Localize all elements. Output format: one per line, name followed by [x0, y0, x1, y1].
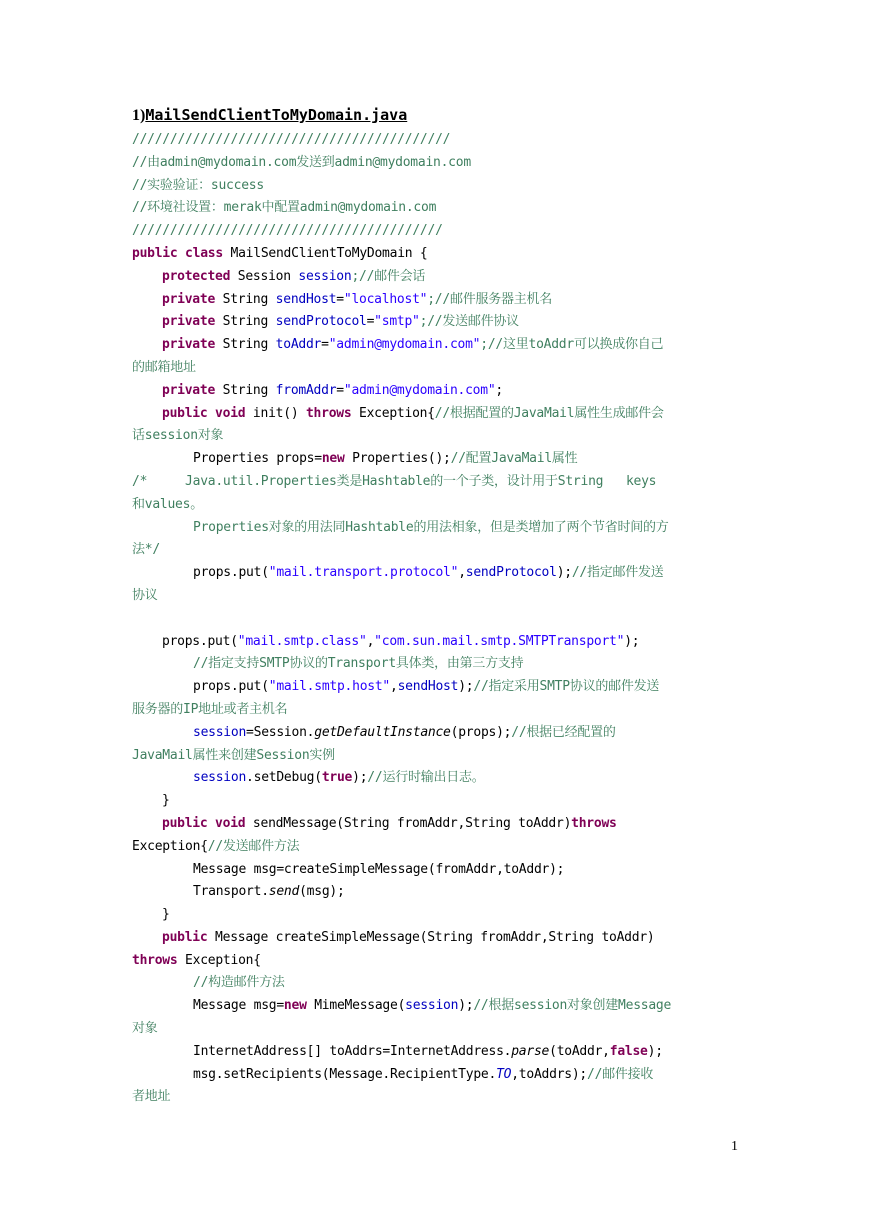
- keyword: private: [162, 382, 216, 398]
- code-text: String: [215, 337, 276, 353]
- comment: //配置JavaMail属性: [450, 451, 578, 467]
- comment-line: //////////////////////////////////////////: [132, 132, 451, 147]
- code-text: .setDebug(: [246, 770, 322, 786]
- code-text: =: [321, 337, 329, 353]
- keyword: false: [609, 1043, 648, 1059]
- code-text: );: [647, 1043, 663, 1059]
- code-text: (toAddr,: [549, 1043, 610, 1059]
- code-line: [132, 881, 742, 904]
- comment-line: //环境社设置：merak中配置admin@mydomain.com: [132, 200, 437, 216]
- comment-wrap: 服务器的IP地址或者主机名: [132, 701, 288, 717]
- static-method: send: [268, 884, 300, 900]
- code-text: Transport.: [193, 884, 269, 900]
- code-line: [132, 722, 742, 745]
- code-text: String: [215, 382, 276, 398]
- comment: //运行时输出日志。: [367, 770, 485, 786]
- code-text: props.put(: [193, 679, 269, 695]
- comment: //根据配置的JavaMail属性生成邮件会: [434, 405, 664, 421]
- comment-line: 和values。: [132, 496, 203, 512]
- field-name: session: [405, 998, 459, 1014]
- code-text: );: [352, 770, 368, 786]
- code-text: init(): [245, 405, 306, 421]
- code-line: [132, 995, 742, 1018]
- string-literal: "mail.smtp.host": [268, 679, 391, 695]
- code-line: [132, 676, 742, 699]
- code-line: [132, 1064, 742, 1087]
- comment-wrap: 的邮箱地址: [132, 359, 196, 375]
- section-heading: [132, 104, 742, 127]
- comment-line: //指定支持SMTP协议的Transport具体类，由第三方支持: [193, 656, 524, 672]
- keyword: class: [185, 245, 223, 261]
- comment-wrap: 协议: [132, 587, 158, 603]
- code-line: [132, 380, 742, 403]
- keyword: void: [215, 815, 246, 831]
- code-line: }: [162, 907, 170, 923]
- comment-wrap: 者地址: [132, 1089, 171, 1105]
- comment: ;//邮件服务器主机名: [427, 291, 552, 307]
- keyword: protected: [162, 268, 231, 284]
- code-line: [132, 1041, 742, 1064]
- field-name: sendHost: [397, 679, 459, 695]
- code-text: msg.setRecipients(Message.RecipientType.: [193, 1066, 497, 1082]
- code-text: );: [624, 633, 640, 649]
- comment: ;//这里toAddr可以换成你自己: [480, 337, 664, 353]
- comment: //指定采用SMTP协议的邮件发送: [473, 679, 660, 695]
- keyword: public: [162, 405, 208, 421]
- code-line: [132, 311, 742, 334]
- comment: ;//邮件会话: [351, 268, 426, 284]
- keyword: throws: [132, 952, 178, 968]
- code-line: [132, 562, 742, 585]
- code-text: ,: [458, 565, 466, 581]
- string-literal: "com.sun.mail.smtp.SMTPTransport": [374, 633, 625, 649]
- keyword: public: [162, 815, 208, 831]
- field-name: session: [298, 268, 352, 284]
- code-line: [132, 334, 742, 357]
- code-line: [132, 266, 742, 289]
- string-literal: "smtp": [374, 314, 420, 330]
- code-text: ;: [495, 382, 503, 398]
- string-literal: "mail.smtp.class": [237, 633, 367, 649]
- keyword: void: [215, 405, 246, 421]
- keyword: throws: [305, 405, 352, 421]
- code-text: props.put(: [193, 565, 269, 581]
- comment: //根据已经配置的: [511, 724, 616, 740]
- keyword: private: [162, 291, 216, 307]
- code-text: Properties props=: [193, 451, 322, 467]
- code-text: Exception{: [177, 952, 261, 968]
- keyword: private: [162, 337, 216, 353]
- field-name: sendProtocol: [275, 314, 367, 330]
- comment-wrap: 话session对象: [132, 428, 224, 444]
- code-text: =: [366, 314, 375, 330]
- keyword: new: [321, 451, 345, 467]
- blank-line: [132, 608, 742, 631]
- static-method: getDefaultInstance: [314, 724, 451, 740]
- code-text: ,toAddrs);: [511, 1066, 588, 1082]
- code-text: Properties();: [344, 451, 451, 467]
- comment-line: /* Java.util.Properties类是Hashtable的一个子类，设计用于String keys: [132, 473, 657, 489]
- code-line: [132, 950, 742, 973]
- code-text: Message msg=: [193, 998, 284, 1014]
- field-name: session: [193, 770, 247, 786]
- code-line: [132, 448, 742, 471]
- code-text: MimeMessage(: [306, 998, 406, 1014]
- code-text: );: [458, 998, 474, 1014]
- string-literal: "admin@mydomain.com": [343, 382, 496, 398]
- code-text: );: [458, 679, 474, 695]
- comment-wrap: JavaMail属性来创建Session实例: [132, 747, 335, 763]
- code-text: =: [336, 291, 344, 307]
- string-literal: "admin@mydomain.com": [328, 337, 481, 353]
- string-literal: "mail.transport.protocol": [268, 565, 459, 581]
- code-text: =: [336, 382, 344, 398]
- code-line: }: [162, 793, 170, 809]
- code-text: props.put(: [162, 633, 238, 649]
- field-name: sendProtocol: [465, 565, 557, 581]
- comment-line: //实验验证：success: [132, 177, 264, 193]
- comment-line: /////////////////////////////////////////: [132, 223, 443, 239]
- code-text: Message createSimpleMessage(String fromAddr,String toAddr): [207, 929, 655, 945]
- code-text: =Session.: [246, 724, 315, 740]
- field-name: sendHost: [275, 291, 337, 307]
- heading-filename: MailSendClientToMyDomain.java: [145, 106, 408, 124]
- comment: ;//发送邮件协议: [419, 314, 519, 330]
- code-line: [132, 631, 742, 654]
- field-name: toAddr: [275, 337, 322, 353]
- keyword: public: [162, 929, 208, 945]
- heading-number: 1): [132, 107, 146, 124]
- code-text: );: [556, 565, 572, 581]
- code-line: [132, 403, 742, 426]
- code-text: MailSendClientToMyDomain {: [222, 245, 428, 261]
- page-number: 1: [731, 1139, 738, 1154]
- code-text: sendMessage(String fromAddr,String toAddr): [245, 815, 572, 831]
- code-text: Session: [230, 268, 299, 284]
- keyword: true: [321, 770, 353, 786]
- comment-line: 法*/: [132, 542, 160, 558]
- code-line: [132, 767, 742, 790]
- comment-wrap: 对象: [132, 1021, 158, 1037]
- code-text: Exception{: [132, 838, 208, 854]
- keyword: throws: [571, 815, 617, 831]
- comment-line: Properties对象的用法同Hashtable的用法相象，但是类增加了两个节省时间的方: [193, 519, 669, 535]
- code-line: [132, 243, 742, 266]
- code-text: Exception{: [351, 405, 435, 421]
- code-line: [132, 836, 742, 859]
- static-constant: TO: [496, 1066, 512, 1082]
- field-name: fromAddr: [275, 382, 337, 398]
- code-line: [132, 927, 742, 950]
- code-text: (props);: [450, 724, 512, 740]
- keyword: new: [283, 998, 307, 1014]
- code-text: InternetAddress[] toAddrs=InternetAddress.: [193, 1043, 512, 1059]
- code-line: [132, 813, 742, 836]
- comment: //发送邮件方法: [207, 838, 300, 854]
- code-listing: [132, 104, 742, 1109]
- comment-line: //由admin@mydomain.com发送到admin@mydomain.com: [132, 154, 471, 170]
- comment: //根据session对象创建Message: [473, 998, 672, 1014]
- code-text: String: [215, 291, 276, 307]
- code-line: Message msg=createSimpleMessage(fromAddr,toAddr);: [193, 861, 565, 877]
- code-line: [132, 289, 742, 312]
- static-method: parse: [511, 1043, 550, 1059]
- field-name: session: [193, 724, 247, 740]
- keyword: private: [162, 314, 216, 330]
- code-text: String: [215, 314, 276, 330]
- code-text: (msg);: [299, 884, 345, 900]
- code-text: ,: [366, 633, 375, 649]
- keyword: public: [132, 245, 178, 261]
- code-text: ,: [390, 679, 398, 695]
- comment: //邮件接收: [587, 1066, 654, 1082]
- comment-line: //构造邮件方法: [193, 975, 285, 991]
- string-literal: "localhost": [343, 291, 428, 307]
- comment: //指定邮件发送: [571, 565, 664, 581]
